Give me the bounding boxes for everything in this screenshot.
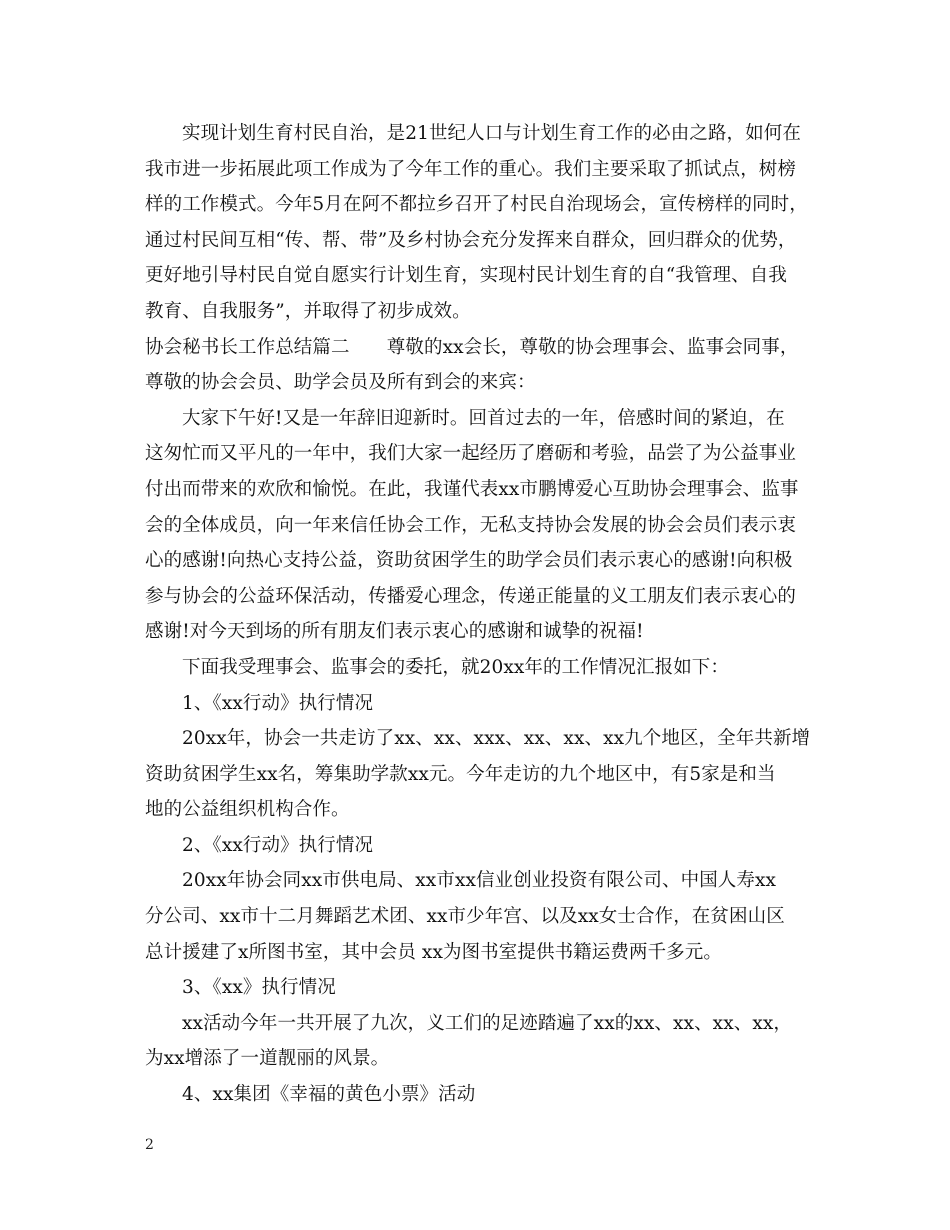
- text-line: 为xx增添了一道靓丽的风景。: [145, 1048, 390, 1070]
- text-line: 20xx年协会同xx市供电局、xx市xx信业创业投资有限公司、中国人寿xx: [182, 870, 777, 892]
- text-line: 大家下午好!又是一年辞旧迎新时。回首过去的一年，倍感时间的紧迫，在: [182, 407, 785, 429]
- text-line: 分公司、xx市十二月舞蹈艺术团、xx市少年宫、以及xx女士合作，在贫困山区: [145, 906, 785, 928]
- text-line: 参与协会的公益环保活动，传播爱心理念，传递正能量的义工朋友们表示衷心的: [145, 585, 797, 607]
- text-line: 更好地引导村民自觉自愿实行计划生育，实现村民计划生育的自“我管理、自我: [145, 265, 787, 287]
- page-number: 2: [145, 1137, 154, 1153]
- text-line: 资助贫困学生xx名，筹集助学款xx元。今年走访的九个地区中，有5家是和当: [145, 763, 776, 785]
- text-line: 通过村民间互相“传、帮、带”及乡村协会充分发挥来自群众，回归群众的优势，: [145, 229, 797, 251]
- text-line: 心的感谢!向热心支持公益，资助贫困学生的助学会员们表示衷心的感谢!向积极: [145, 550, 793, 572]
- text-line: 2、《xx行动》执行情况: [182, 834, 374, 856]
- text-line: 这匆忙而又平凡的一年中，我们大家一起经历了磨砺和考验，品尝了为公益事业: [145, 443, 797, 465]
- text-line: 20xx年，协会一共走访了xx、xx、xxx、xx、xx、xx九个地区，全年共新增: [182, 728, 811, 750]
- text-line: 3、《xx》执行情况: [182, 977, 336, 999]
- text-line: 样的工作模式。今年5月在阿不都拉乡召开了村民自治现场会，宣传榜样的同时，: [145, 194, 808, 216]
- text-line: 协会秘书长工作总结篇二 尊敬的xx会长，尊敬的协会理事会、监事会同事，: [145, 336, 799, 358]
- text-line: 尊敬的协会会员、助学会员及所有到会的来宾：: [145, 372, 536, 394]
- text-line: 地的公益组织机构合作。: [145, 799, 350, 821]
- text-line: 感谢!对今天到场的所有朋友们表示衷心的感谢和诚挚的祝福!: [145, 621, 644, 643]
- text-line: 会的全体成员，向一年来信任协会工作，无私支持协会发展的协会会员们表示衷: [145, 514, 797, 536]
- text-line: 教育、自我服务”，并取得了初步成效。: [145, 300, 471, 322]
- text-line: 我市进一步拓展此项工作成为了今年工作的重心。我们主要采取了抓试点，树榜: [145, 158, 797, 180]
- text-line: 1、《xx行动》执行情况: [182, 692, 374, 714]
- text-line: xx活动今年一共开展了九次，义工们的足迹踏遍了xx的xx、xx、xx、xx，: [182, 1012, 793, 1034]
- text-line: 下面我受理事会、监事会的委托，就20xx年的工作情况汇报如下：: [182, 656, 730, 678]
- document-body: [145, 116, 815, 1113]
- text-line: 付出而带来的欢欣和愉悦。在此，我谨代表xx市鹏博爱心互助协会理事会、监事: [145, 478, 799, 500]
- text-line: 实现计划生育村民自治，是21世纪人口与计划生育工作的必由之路，如何在: [182, 123, 801, 144]
- text-line: 总计援建了x所图书室，其中会员 xx为图书室提供书籍运费两千多元。: [145, 941, 722, 963]
- text-line: 4、xx集团《幸福的黄色小票》活动: [182, 1084, 476, 1106]
